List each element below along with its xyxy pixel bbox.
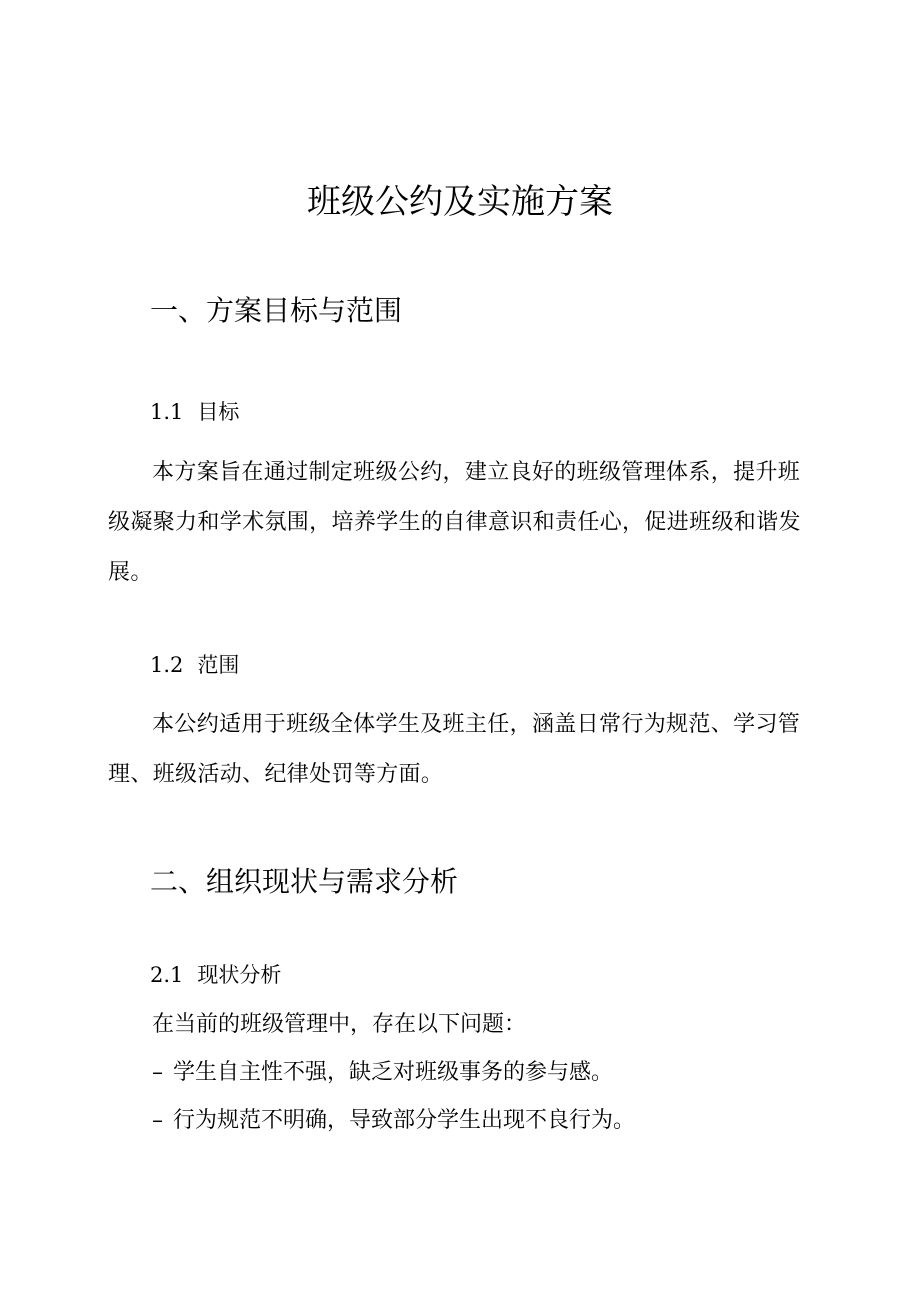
paragraph-scope: 本公约适用于班级全体学生及班主任，涵盖日常行为规范、学习管理、班级活动、纪律处罚等方面。 — [108, 712, 801, 787]
list-item-text: 学生自主性不强，缺乏对班级事务的参与感。 — [173, 1060, 614, 1085]
subsection-title: 现状分析 — [197, 963, 282, 987]
subsection-heading-1-1 — [150, 397, 239, 427]
bullet-mark: – — [152, 1060, 163, 1085]
paragraph-status-intro: 在当前的班级管理中，存在以下问题： — [152, 1012, 527, 1037]
subsection-title: 目标 — [197, 400, 240, 424]
list-item — [152, 1048, 613, 1098]
subsection-heading-1-2 — [150, 650, 239, 680]
subsection-number: 1.1 — [150, 400, 184, 424]
list-item-text: 行为规范不明确，导致部分学生出现不良行为。 — [173, 1108, 636, 1133]
subsection-number: 1.2 — [150, 653, 184, 677]
paragraph-goal: 本方案旨在通过制定班级公约，建立良好的班级管理体系，提升班级凝聚力和学术氛围，培养学生的自律意识和责任心，促进班级和谐发展。 — [108, 460, 801, 585]
subsection-number: 2.1 — [150, 963, 184, 987]
section-heading-1: 一、方案目标与范围 — [150, 294, 403, 327]
list-item — [152, 1096, 635, 1146]
subsection-title: 范围 — [197, 653, 240, 677]
document-title: 班级公约及实施方案 — [307, 182, 613, 222]
subsection-heading-2-1 — [150, 960, 281, 990]
section-heading-2: 二、组织现状与需求分析 — [150, 865, 459, 898]
bullet-mark: – — [152, 1108, 163, 1133]
